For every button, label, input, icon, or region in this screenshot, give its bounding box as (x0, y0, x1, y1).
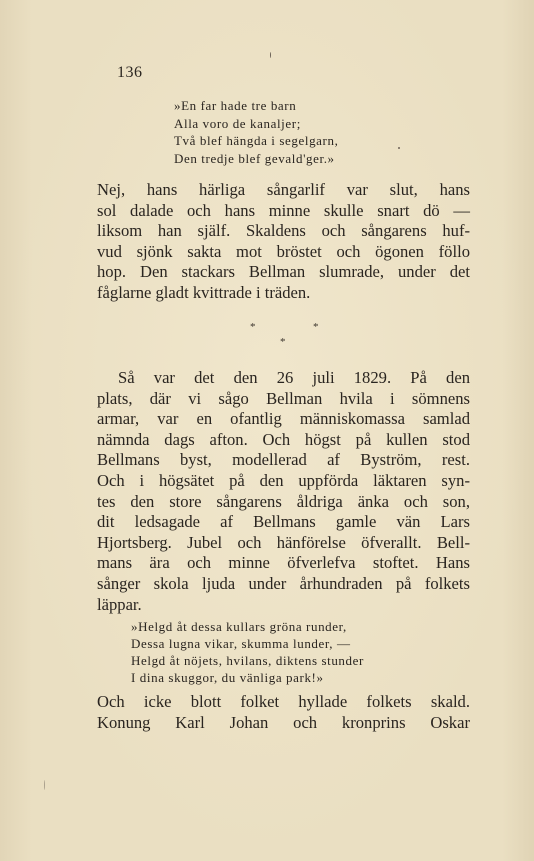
poem-quote-1 (174, 97, 338, 167)
text-line: sol dalade och hans minne skulle snart dö — (97, 200, 470, 220)
text-line: liksom han själf. Skaldens och sångarens huf- (97, 221, 470, 241)
asterism-star: * (250, 321, 256, 333)
text-line: Och icke blott folket hyllade folkets skald. (97, 692, 470, 711)
text-line: Hjortsberg. Jubel och hänförelse öfverallt. Bell- (97, 532, 470, 552)
text-line: vud sjönk sakta mot bröstet och ögonen föllo (97, 241, 470, 261)
text-line: läppar. (97, 594, 142, 614)
text-line: hop. Den stackars Bellman slumrade, under det (97, 262, 470, 282)
text-line: armar, var en ofantlig människomassa samlad (97, 409, 470, 429)
paper-speck (398, 147, 400, 149)
asterism-star: * (313, 321, 319, 333)
text-line: dit ledsagade af Bellmans gamle vän Lars (97, 512, 470, 532)
poem-line: »Helgd åt dessa kullars gröna runder, (131, 619, 347, 634)
text-line: Så var det den 26 juli 1829. På den (118, 368, 470, 387)
text-line: mans ära och minne öfverlefva stoftet. Hans (97, 553, 470, 573)
poem-line: Två blef hängda i segelgarn, (174, 133, 339, 148)
poem-quote-2 (131, 618, 364, 686)
paper-speck (270, 52, 271, 58)
text-line: plats, där vi sågo Bellman hvila i sömnens (97, 388, 470, 408)
paragraph-1 (97, 180, 470, 304)
paper-speck (44, 780, 45, 790)
text-line: fåglarne gladt kvittrade i träden. (97, 282, 311, 302)
page-number: 136 (117, 64, 143, 81)
text-line: Konung Karl Johan och kronprins Oskar (97, 712, 470, 732)
text-line: Nej, hans härliga sångarlif var slut, hans (97, 180, 470, 199)
text-line: nämnda dags afton. Och högst på kullen stod (97, 429, 470, 449)
text-line: sånger skola ljuda under århundraden på folkets (97, 573, 470, 593)
paragraph-3 (97, 692, 470, 733)
poem-line: Den tredje blef gevald'ger.» (174, 150, 335, 166)
text-line: tes den store sångarens åldriga änka och son, (97, 491, 470, 511)
poem-line: »En far hade tre barn (174, 98, 297, 113)
poem-line: Alla voro de kanaljer; (174, 115, 301, 131)
asterism-star: * (280, 336, 286, 348)
text-line: Bellmans byst, modellerad af Byström, rest. (97, 450, 470, 470)
poem-line: I dina skuggor, du vänliga park!» (131, 670, 324, 685)
paragraph-2 (97, 368, 470, 615)
text-line: Och i högsätet på den uppförda läktaren syn- (97, 470, 470, 490)
poem-line: Dessa lugna vikar, skumma lunder, — (131, 636, 351, 651)
poem-line: Helgd åt nöjets, hvilans, diktens stunder (131, 653, 364, 668)
